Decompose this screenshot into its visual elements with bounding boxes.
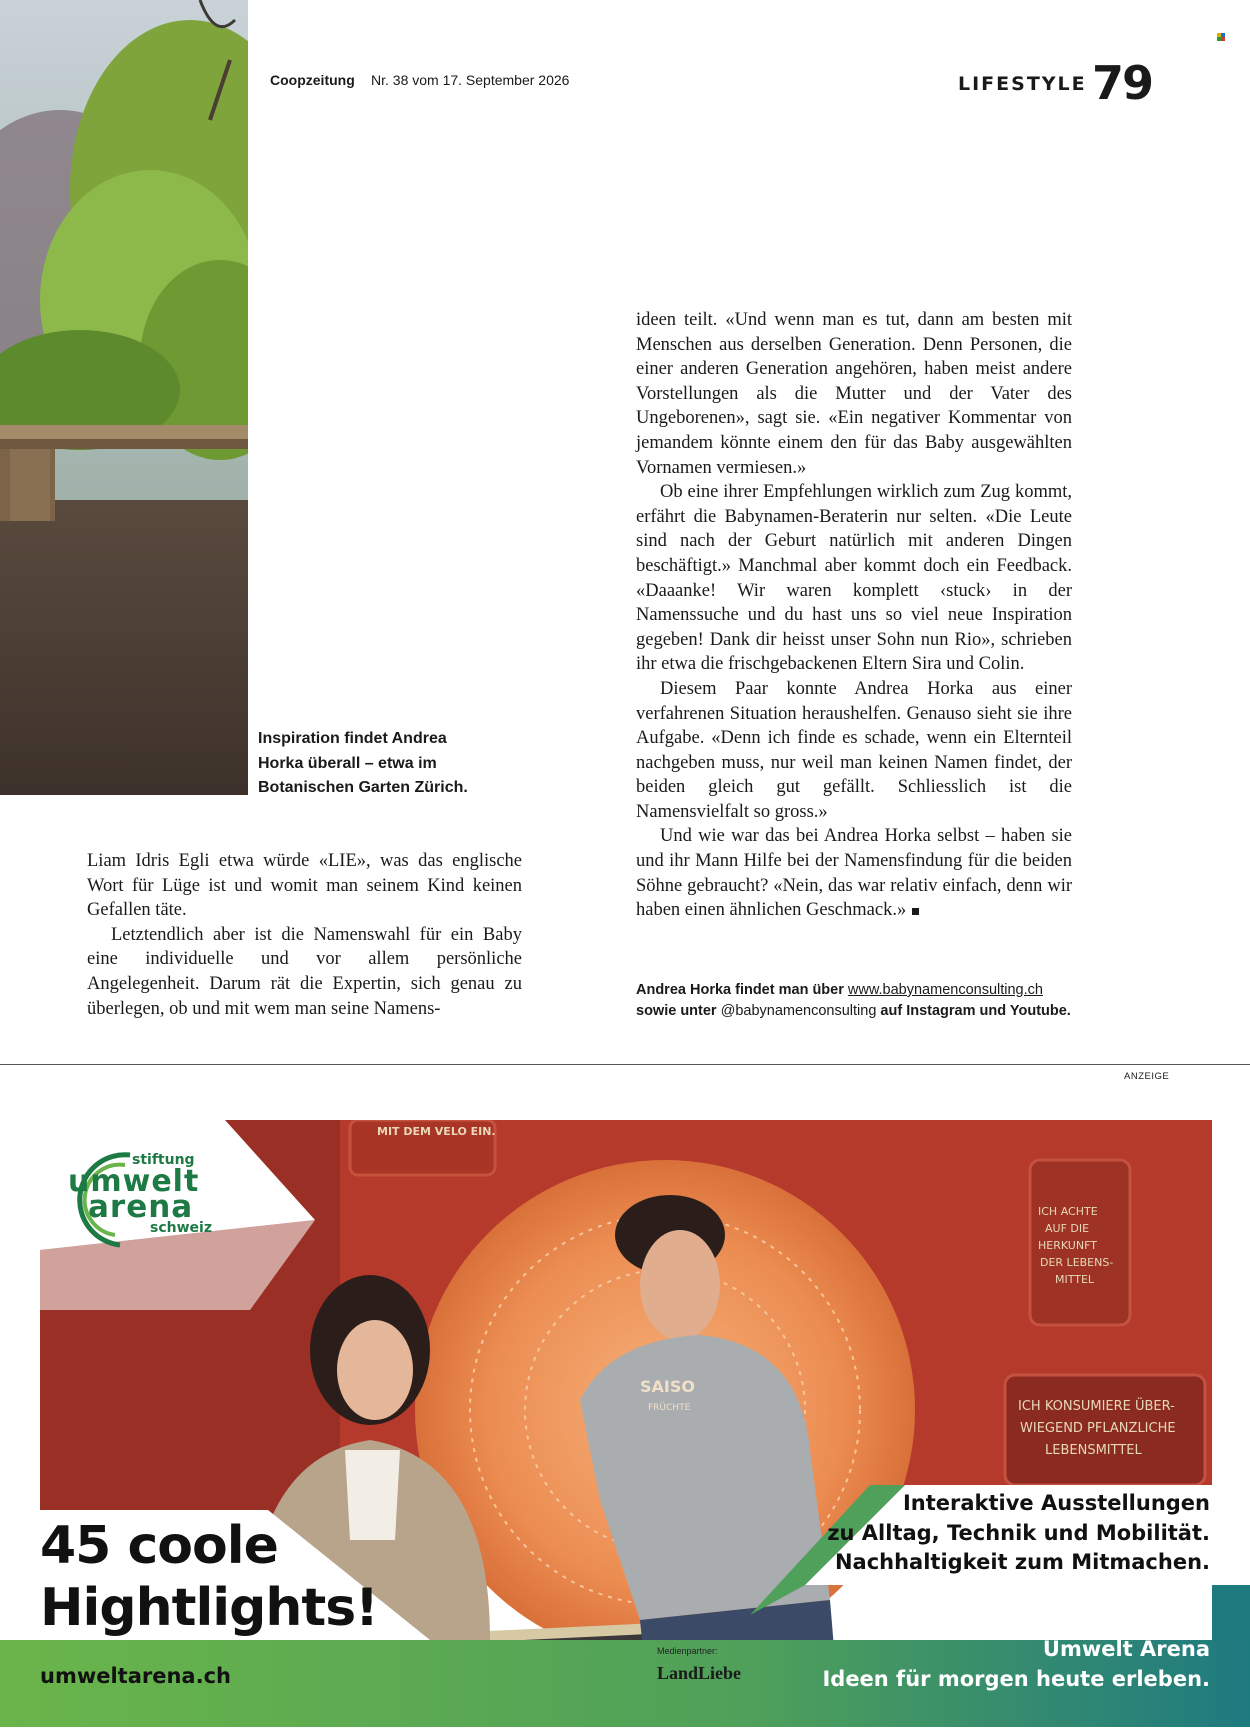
headline-line: 45 coole xyxy=(40,1516,278,1576)
paragraph xyxy=(636,824,1072,922)
sign-text: LEBENSMITTEL xyxy=(1045,1443,1142,1458)
logo-schweiz-text: schweiz xyxy=(150,1220,212,1236)
section-title: LIFESTYLE xyxy=(958,73,1087,95)
paragraph: Liam Idris Egli etwa würde «LIE», was das englische Wort für Lüge ist und womit man seinem Kind keinen Gefallen täte. xyxy=(87,851,522,921)
ad-tagline xyxy=(827,1489,1210,1578)
sign-text: WIEGEND PFLANZLICHE xyxy=(1020,1421,1176,1436)
tagline-line: zu Alltag, Technik und Mobilität. xyxy=(827,1520,1210,1545)
page-number: 79 xyxy=(1092,56,1153,110)
sign-text: HERKUNFT xyxy=(1038,1239,1097,1252)
ad-headline xyxy=(40,1515,378,1639)
logo-umwelt-text: umwelt xyxy=(68,1164,200,1199)
photo-caption: Inspiration findet Andrea Horka überall – etwa im Botanischen Garten Zürich. xyxy=(258,730,468,796)
garden-photo xyxy=(0,0,248,795)
paragraph-text: Und wie war das bei Andrea Horka selbst – haben sie und ihr Mann Hilfe bei der Namensfindung für die beiden Söhne gebraucht? «Nein, das war relativ einfach, denn wir haben einen ähnlichen Geschmack.» xyxy=(636,826,1072,921)
article-right-column xyxy=(636,308,1072,923)
headline-line: Hightlights! xyxy=(40,1578,378,1638)
paragraph: Ob eine ihrer Empfehlungen wirklich zum Zug kommt, erfährt die Babynamen-Beraterin nur selten. «Die Leute sind nach der Geburt natürlich mit anderen Dingen beschäftigt.» Manchmal aber kommt doch ein Feedback. «Daaanke! Wir waren komplett ‹stuck› in der Namenssuche und du hast uns so viel neue Inspiration gegeben! Dank dir heisst unser Sohn nun Rio», schrieben ihr etwa die frischgebackenen Eltern Sira und Colin. xyxy=(636,482,1072,675)
paragraph: Letztendlich aber ist die Namenswahl für ein Baby eine individuelle und vor allem persönliche Angelegenheit. Darum rät die Expertin, sich genau zu überlegen, ob und mit wem man seine Namens- xyxy=(87,924,522,1019)
disc-text: FRÜCHTE xyxy=(648,1403,691,1413)
sign-text: AUF DIE xyxy=(1045,1222,1090,1235)
logo-arena-text: arena xyxy=(88,1189,194,1225)
section-divider xyxy=(0,1064,1250,1065)
landliebe-logo: LandLiebe xyxy=(657,1663,742,1683)
tagline-line: Nachhaltigkeit zum Mitmachen. xyxy=(834,1550,1210,1574)
print-color-mark-icon xyxy=(1217,33,1225,41)
sign-text: DER LEBENS- xyxy=(1040,1256,1114,1269)
credit-text: Andrea Horka findet man über xyxy=(636,982,848,998)
credit-text: auf Instagram und Youtube. xyxy=(876,1003,1071,1019)
sign-text: ICH ACHTE xyxy=(1038,1205,1098,1218)
instagram-handle-link[interactable]: @babynamenconsulting xyxy=(720,1003,877,1019)
ad-claim xyxy=(822,1634,1210,1694)
claim-line: Ideen für morgen heute erleben. xyxy=(822,1667,1210,1691)
tagline-line: Interaktive Ausstellungen xyxy=(902,1491,1210,1515)
disc-text: SAISO xyxy=(640,1377,695,1396)
media-partner-label: Medienpartner: xyxy=(657,1646,718,1656)
author-credit xyxy=(636,980,1086,1022)
sign-text: MIT DEM VELO EIN. xyxy=(377,1125,496,1138)
sign-text: MITTEL xyxy=(1055,1273,1095,1286)
logo-stiftung-text: stiftung xyxy=(132,1152,195,1168)
publication-name: Coopzeitung xyxy=(270,72,355,88)
paragraph: ideen teilt. «Und wenn man es tut, dann am besten mit Menschen aus derselben Generation. Denn Personen, die einer anderen Generation angehören, haben meist andere Vorstellungen als die Mutter und der Vater des Ungeborenen», sagt sie. «Ein negativer Kommentar von jemandem könnte einem den für das Baby ausgewählten Vornamen vermiesen.» xyxy=(636,310,1072,478)
ad-label: ANZEIGE xyxy=(1124,1071,1170,1082)
claim-line: Umwelt Arena xyxy=(1042,1637,1210,1661)
issue-info: Nr. 38 vom 17. September 2026 xyxy=(371,72,570,88)
sign-text: ICH KONSUMIERE ÜBER- xyxy=(1018,1399,1175,1414)
credit-text: sowie unter xyxy=(636,1003,721,1019)
article-left-column xyxy=(87,849,522,1021)
ad-website-link[interactable]: umweltarena.ch xyxy=(40,1664,231,1688)
paragraph: Diesem Paar konnte Andrea Horka aus einer verfahrenen Situation heraushelfen. Genauso sieht sie ihre Aufgabe. «Denn ich finde es schade, wenn ein Elternteil nachgeben muss, nur weil man keinen Namen findet, der beiden gleich gut gefällt. Schliesslich ist die Namensvielfalt so gross.» xyxy=(636,678,1072,822)
website-link[interactable]: www.babynamenconsulting.ch xyxy=(847,982,1043,998)
end-of-article-mark xyxy=(912,908,919,915)
